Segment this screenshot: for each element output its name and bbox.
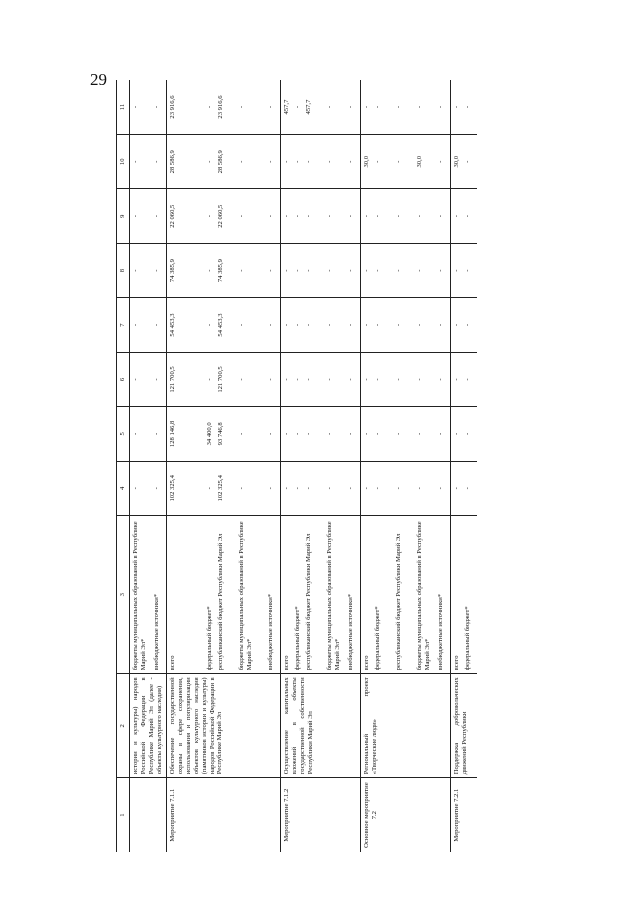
amount-value: 22 060,5 (217, 204, 224, 228)
amount-value: - (374, 378, 381, 381)
amount-value: - (283, 432, 290, 435)
amount-value: - (416, 269, 423, 272)
amount-value: - (305, 160, 312, 163)
amount-value: - (374, 160, 381, 163)
amount-value: - (416, 378, 423, 381)
amount-value: - (206, 487, 213, 490)
value-cell (361, 135, 451, 189)
amount-value: - (395, 487, 402, 490)
value-cell (281, 461, 361, 515)
amount-value: - (395, 323, 402, 327)
amount-value: 54 453,3 (217, 313, 224, 337)
table-row (451, 80, 478, 852)
amount-value: 30,0 (453, 156, 460, 168)
amount-value: - (437, 378, 444, 381)
value-cell (361, 461, 451, 515)
value-cell (361, 298, 451, 352)
amount-value: - (238, 432, 245, 435)
amount-value: - (238, 269, 245, 272)
amount-value: - (374, 487, 381, 490)
amount-value: 93 746,8 (217, 422, 224, 446)
amount-value: - (347, 487, 354, 490)
amount-value: 121 700,5 (169, 366, 176, 393)
amount-value: - (374, 432, 381, 435)
amount-value: - (132, 160, 139, 163)
source-cell (167, 516, 281, 674)
amount-value: - (416, 323, 423, 327)
funding-source: бюджеты муниципальных образований в Республике Марий Эл* (416, 521, 431, 671)
funding-source: внебюджетные источники* (437, 593, 444, 671)
col-header: 7 (117, 298, 130, 352)
amount-value: - (395, 160, 402, 163)
amount-value: - (437, 432, 444, 435)
amount-value: 121 700,5 (217, 366, 224, 393)
col-header: 2 (117, 674, 130, 778)
value-cell (281, 352, 361, 406)
amount-value: - (283, 160, 290, 163)
amount-value: - (153, 269, 160, 272)
value-cell (167, 135, 281, 189)
funding-source: внебюджетные источники* (347, 593, 354, 671)
amount-value: - (305, 432, 312, 435)
amount-value: - (294, 432, 301, 435)
col-header: 10 (117, 135, 130, 189)
source-cell (451, 516, 478, 674)
amount-value: 102 325,4 (169, 475, 176, 502)
value-cell (130, 298, 167, 352)
funding-source: федеральный бюджет* (294, 606, 301, 671)
amount-value: - (363, 105, 370, 109)
amount-value: - (238, 487, 245, 490)
amount-value: - (206, 378, 213, 381)
amount-value: 54 453,3 (169, 313, 176, 337)
amount-value: - (416, 432, 423, 435)
amount-value: - (453, 378, 460, 381)
amount-value: - (326, 160, 333, 163)
amount-value: - (132, 269, 139, 272)
amount-value: - (453, 487, 460, 490)
col-header: 3 (117, 516, 130, 674)
amount-value: - (267, 215, 274, 218)
amount-value: - (453, 105, 460, 109)
amount-value: - (374, 323, 381, 327)
row-title-cell: истории и культуры) народов Российской Федерации в Республике Марий Эл (далее - объекты культурного наследия) (130, 674, 167, 778)
value-cell (451, 407, 478, 461)
amount-value: - (453, 323, 460, 327)
amount-value: - (326, 269, 333, 272)
funding-source: федеральный бюджет* (206, 606, 213, 671)
funding-source: внебюджетные источники* (153, 593, 160, 671)
amount-value: - (267, 323, 274, 327)
amount-value: - (363, 215, 370, 218)
value-cell (281, 189, 361, 243)
amount-value: - (153, 432, 160, 435)
amount-value: - (267, 378, 274, 381)
funding-source: бюджеты муниципальных образований в Республике Марий Эл* (326, 521, 341, 671)
value-cell (281, 135, 361, 189)
amount-value: - (267, 432, 274, 435)
amount-value: - (294, 378, 301, 381)
amount-value: - (347, 105, 354, 109)
amount-value: - (464, 105, 471, 109)
amount-value: - (206, 105, 213, 109)
funding-source: всего (363, 655, 370, 671)
value-cell (451, 189, 478, 243)
funding-source: республиканский бюджет Республики Марий Эл (395, 533, 402, 671)
amount-value: - (206, 215, 213, 218)
row-title-cell: Осуществление капитальных вложений в объекты государственной собственности Республики Марий Эл (281, 674, 361, 778)
amount-value: - (395, 432, 402, 435)
amount-value: - (238, 378, 245, 381)
amount-value: - (132, 323, 139, 327)
amount-value: - (363, 269, 370, 272)
amount-value: 102 325,4 (217, 475, 224, 502)
rotated-table-container (116, 80, 530, 852)
page-number: 29 (90, 70, 107, 89)
amount-value: - (206, 269, 213, 272)
value-cell (451, 461, 478, 515)
amount-value: - (453, 215, 460, 218)
amount-value: 23 916,6 (217, 95, 224, 119)
amount-value: - (437, 323, 444, 327)
row-id-cell (130, 778, 167, 852)
value-cell (361, 352, 451, 406)
amount-value: - (206, 160, 213, 163)
value-cell (130, 135, 167, 189)
amount-value: - (363, 432, 370, 435)
amount-value: - (347, 215, 354, 218)
amount-value: - (153, 160, 160, 163)
table-body (130, 80, 478, 852)
amount-value: - (464, 215, 471, 218)
budget-table (116, 80, 477, 852)
amount-value: - (294, 323, 301, 327)
value-cell (167, 298, 281, 352)
amount-value: - (305, 378, 312, 381)
amount-value: - (453, 432, 460, 435)
amount-value: - (294, 487, 301, 490)
value-cell (130, 189, 167, 243)
amount-value: - (153, 323, 160, 327)
value-cell (167, 407, 281, 461)
col-header: 8 (117, 243, 130, 297)
amount-value: - (132, 215, 139, 218)
table-row (167, 80, 281, 852)
amount-value: 28 586,9 (217, 150, 224, 174)
table-row (130, 80, 167, 852)
row-title-cell: Региональный проект «Творческие люди» (361, 674, 451, 778)
amount-value: - (437, 105, 444, 109)
funding-source: федеральный бюджет* (464, 606, 471, 671)
value-cell (130, 352, 167, 406)
amount-value: - (464, 432, 471, 435)
amount-value: - (132, 487, 139, 490)
value-cell (130, 80, 167, 135)
value-cell (167, 461, 281, 515)
amount-value: - (464, 487, 471, 490)
source-cell (130, 516, 167, 674)
value-cell (130, 407, 167, 461)
amount-value: - (267, 269, 274, 272)
col-header: 5 (117, 407, 130, 461)
amount-value: - (395, 215, 402, 218)
row-id-cell: Мероприятие 7.1.1 (167, 778, 281, 852)
amount-value: - (374, 105, 381, 109)
amount-value: - (238, 160, 245, 163)
col-header: 1 (117, 778, 130, 852)
value-cell (451, 135, 478, 189)
amount-value: - (326, 432, 333, 435)
amount-value: - (347, 269, 354, 272)
amount-value: - (437, 487, 444, 490)
value-cell (451, 298, 478, 352)
amount-value: - (238, 215, 245, 218)
amount-value: - (294, 269, 301, 272)
amount-value: - (416, 215, 423, 218)
value-cell (361, 189, 451, 243)
amount-value: - (153, 105, 160, 109)
value-cell (451, 352, 478, 406)
amount-value: 34 400,0 (206, 422, 213, 446)
row-id-cell: Основное мероприятие 7.2 (361, 778, 451, 852)
value-cell (167, 80, 281, 135)
amount-value: 128 146,8 (169, 420, 176, 448)
source-cell (281, 516, 361, 674)
value-cell (361, 80, 451, 135)
amount-value: - (374, 215, 381, 218)
amount-value: - (464, 378, 471, 381)
row-id-cell: Мероприятие 7.1.2 (281, 778, 361, 852)
col-header: 11 (117, 80, 130, 135)
value-cell (451, 80, 478, 135)
value-cell (361, 243, 451, 297)
row-id-cell: Мероприятие 7.2.1 (451, 778, 478, 852)
amount-value: 74 385,9 (217, 259, 224, 283)
amount-value: - (437, 269, 444, 272)
amount-value: - (326, 323, 333, 327)
amount-value: 457,7 (305, 99, 312, 115)
amount-value: - (153, 215, 160, 218)
amount-value: 30,0 (416, 156, 423, 168)
amount-value: - (283, 215, 290, 218)
amount-value: - (347, 323, 354, 327)
amount-value: - (305, 269, 312, 272)
col-header: 4 (117, 461, 130, 515)
value-cell (361, 407, 451, 461)
funding-source: республиканский бюджет Республики Марий Эл (305, 533, 312, 671)
amount-value: - (283, 269, 290, 272)
amount-value: - (326, 378, 333, 381)
amount-value: - (395, 378, 402, 381)
funding-source: республиканский бюджет Республики Марий Эл (217, 533, 224, 671)
amount-value: - (132, 378, 139, 381)
value-cell (130, 461, 167, 515)
amount-value: - (437, 215, 444, 218)
amount-value: - (267, 160, 274, 163)
value-cell (167, 243, 281, 297)
amount-value: - (283, 487, 290, 490)
funding-source: федеральный бюджет* (374, 606, 381, 671)
amount-value: - (283, 323, 290, 327)
amount-value: - (374, 269, 381, 272)
amount-value: 74 385,9 (169, 259, 176, 283)
amount-value: - (437, 160, 444, 163)
amount-value: - (395, 269, 402, 272)
amount-value: - (238, 323, 245, 327)
amount-value: - (153, 378, 160, 381)
amount-value: - (294, 215, 301, 218)
amount-value: - (283, 378, 290, 381)
amount-value: - (363, 378, 370, 381)
value-cell (130, 243, 167, 297)
amount-value: 28 586,9 (169, 150, 176, 174)
col-header: 6 (117, 352, 130, 406)
value-cell (281, 298, 361, 352)
amount-value: - (464, 269, 471, 272)
value-cell (167, 352, 281, 406)
header-row (117, 80, 130, 852)
amount-value: - (294, 105, 301, 109)
amount-value: - (347, 432, 354, 435)
funding-source: бюджеты муниципальных образований в Республике Марий Эл* (238, 521, 253, 671)
value-cell (281, 243, 361, 297)
amount-value: - (267, 105, 274, 109)
amount-value: - (363, 487, 370, 490)
amount-value: 457,7 (283, 99, 290, 115)
row-title-cell: Обеспечение государственной охраны в сфере сохранения, использования и популяризации объектов культурного наследия (памятников истории и культуры) народов Российской Федерации в Республике Марий Эл (167, 674, 281, 778)
amount-value: - (326, 215, 333, 218)
funding-source: внебюджетные источники* (267, 593, 274, 671)
funding-source: всего (453, 655, 460, 671)
row-title-cell: Поддержка добровольческих движений Республики (451, 674, 478, 778)
value-cell (281, 80, 361, 135)
col-header: 9 (117, 189, 130, 243)
funding-source: бюджеты муниципальных образований в Республике Марий Эл* (132, 521, 147, 671)
amount-value: - (267, 487, 274, 490)
amount-value: - (153, 487, 160, 490)
amount-value: - (132, 432, 139, 435)
amount-value: 23 916,6 (169, 95, 176, 119)
value-cell (451, 243, 478, 297)
amount-value: - (464, 323, 471, 327)
amount-value: - (347, 378, 354, 381)
amount-value: - (395, 105, 402, 109)
amount-value: - (305, 215, 312, 218)
amount-value: - (326, 105, 333, 109)
value-cell (281, 407, 361, 461)
amount-value: 22 060,5 (169, 204, 176, 228)
amount-value: - (347, 160, 354, 163)
amount-value: - (238, 105, 245, 109)
amount-value: - (305, 323, 312, 327)
source-cell (361, 516, 451, 674)
value-cell (167, 189, 281, 243)
amount-value: 30,0 (363, 156, 370, 168)
table-row (361, 80, 451, 852)
amount-value: - (416, 487, 423, 490)
amount-value: - (206, 323, 213, 327)
amount-value: - (464, 160, 471, 163)
funding-source: всего (169, 655, 176, 671)
table-row (281, 80, 361, 852)
amount-value: - (294, 160, 301, 163)
amount-value: - (305, 487, 312, 490)
amount-value: - (453, 269, 460, 272)
amount-value: - (363, 323, 370, 327)
amount-value: - (132, 105, 139, 109)
amount-value: - (326, 487, 333, 490)
funding-source: всего (283, 655, 290, 671)
amount-value: - (416, 105, 423, 109)
